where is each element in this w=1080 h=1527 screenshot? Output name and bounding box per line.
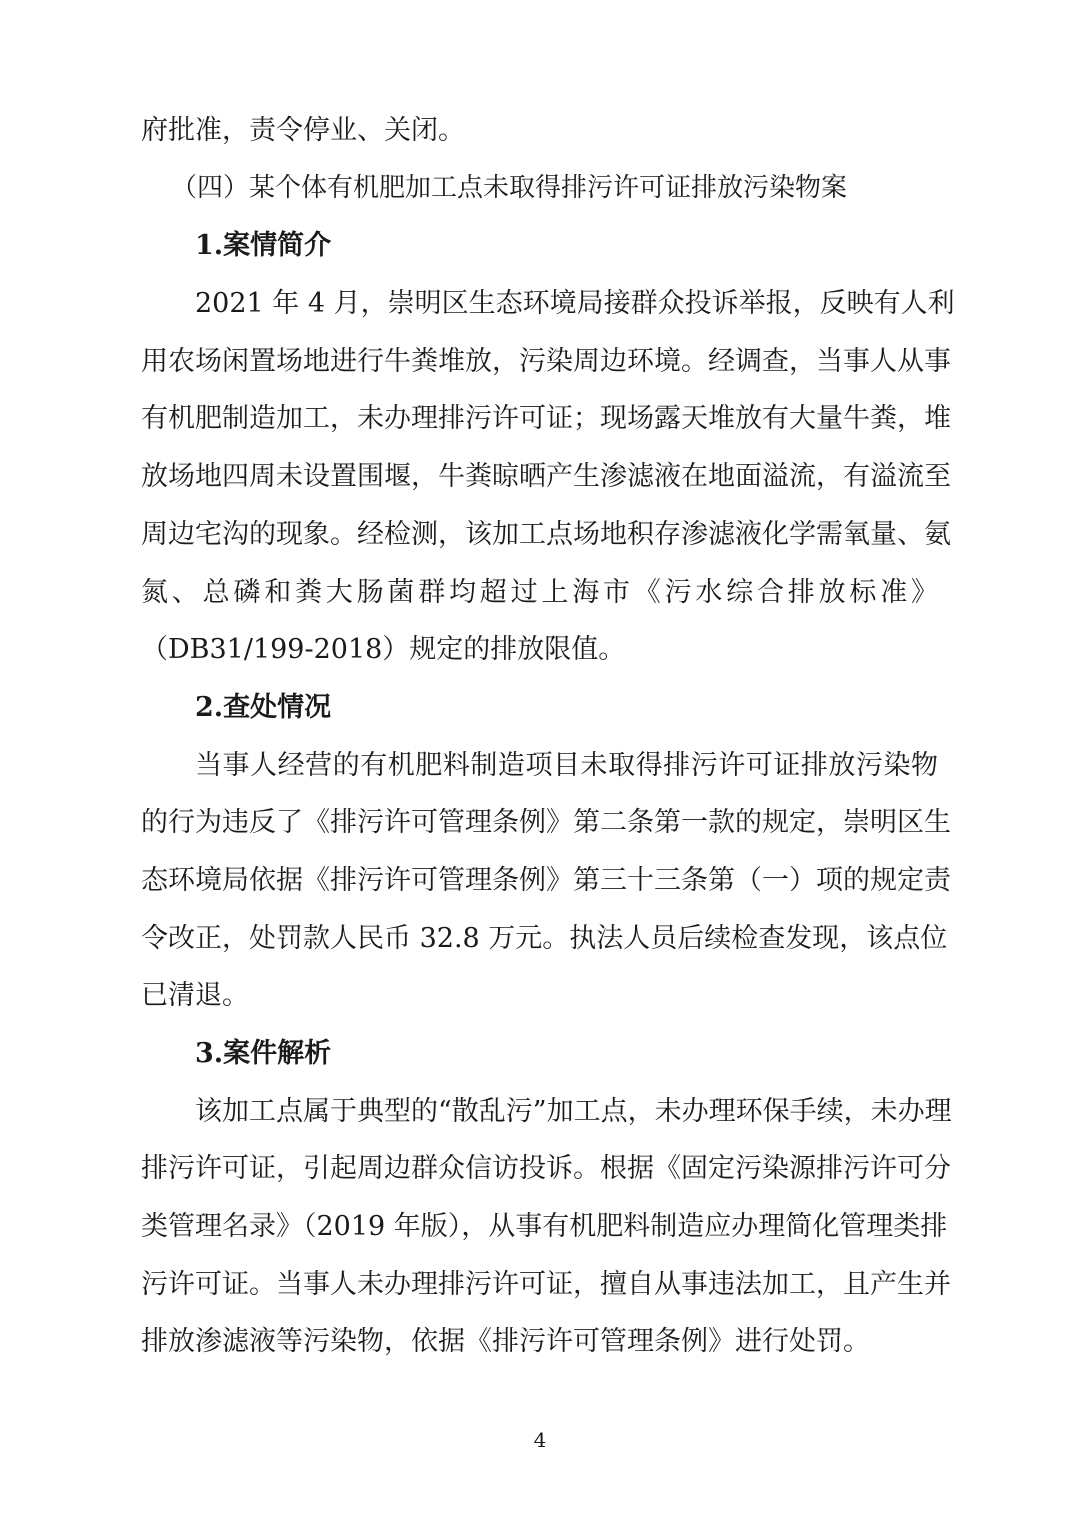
section-heading: 2.查处情况 <box>195 691 332 723</box>
paragraph-line: 类管理名录》（2019 年版），从事有机肥料制造应办理简化管理类排 <box>141 1211 948 1243</box>
paragraph-line: 2021 年 4 月，崇明区生态环境局接群众投诉举报，反映有人利 <box>195 288 955 320</box>
page-number: 4 <box>533 1428 547 1452</box>
paragraph-line: 排放渗滤液等污染物，依据《排污许可管理条例》进行处罚。 <box>141 1326 870 1358</box>
paragraph-line: 令改正，处罚款人民币 32.8 万元。执法人员后续检查发现，该点位 <box>141 922 948 954</box>
continuation-line: 府批准，责令停业、关闭。 <box>141 115 465 146</box>
paragraph-line: 放场地四周未设置围堰，牛粪晾晒产生渗滤液在地面溢流，有溢流至 <box>141 461 951 493</box>
paragraph-line: 周边宅沟的现象。经检测，该加工点场地积存渗滤液化学需氧量、氨 <box>141 518 951 550</box>
sections <box>141 217 955 1371</box>
section-heading: 3.案件解析 <box>195 1038 332 1069</box>
paragraph-line: （DB31/199-2018）规定的排放限值。 <box>141 634 626 666</box>
paragraph-line: 排污许可证，引起周边群众信访投诉。根据《固定污染源排污许可分 <box>141 1153 951 1185</box>
section-heading: 1.案情简介 <box>195 230 332 262</box>
paragraph-line: 氮、总磷和粪大肠菌群均超过上海市《污水综合排放标准》 <box>141 576 938 608</box>
document-page <box>141 102 955 1371</box>
paragraph-line: 已清退。 <box>141 980 249 1012</box>
paragraph-line: 用农场闲置场地进行牛粪堆放，污染周边环境。经调查，当事人从事 <box>141 345 951 377</box>
case-title: （四）某个体有机肥加工点未取得排污许可证排放污染物案 <box>171 172 848 203</box>
paragraph-line: 该加工点属于典型的“散乱污”加工点，未办理环保手续，未办理 <box>195 1095 952 1127</box>
paragraph-line: 的行为违反了《排污许可管理条例》第二条第一款的规定，崇明区生 <box>141 807 951 839</box>
paragraph-line: 有机肥制造加工，未办理排污许可证；现场露天堆放有大量牛粪，堆 <box>141 403 951 435</box>
paragraph-line: 污许可证。当事人未办理排污许可证，擅自从事违法加工，且产生并 <box>141 1268 951 1300</box>
paragraph-line: 当事人经营的有机肥料制造项目未取得排污许可证排放污染物 <box>195 749 938 781</box>
paragraph-line: 态环境局依据《排污许可管理条例》第三十三条第（一）项的规定责 <box>141 864 951 896</box>
